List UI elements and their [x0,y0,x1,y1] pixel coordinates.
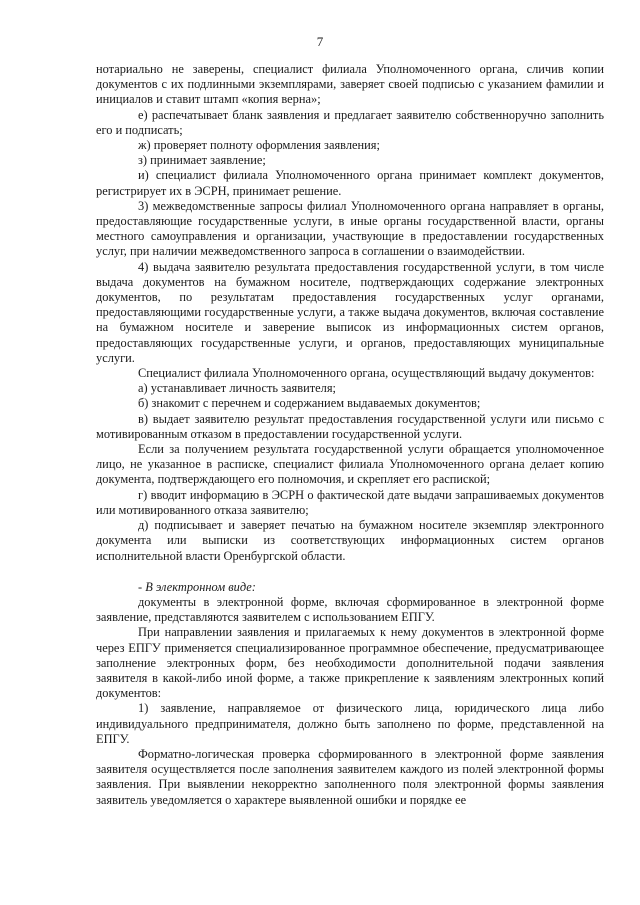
paragraph: д) подписывает и заверяет печатью на бумажном носителе экземпляр электронного документа или выписки из соответствующих информационных систем органов исполнительной власти Оренбургской области. [96,518,604,563]
paragraph: документы в электронной форме, включая сформированное в электронной форме заявление, представляются заявителем с использованием ЕПГУ. [96,594,604,625]
paragraph: в) выдает заявителю результат предоставления государственной услуги или письмо с мотивированным отказом в предоставлении государственной услуги. [96,411,604,441]
paragraph: 4) выдача заявителю результата предоставления государственной услуги, в том числе выдача документов на бумажном носителе, подтверждающих содержание электронных документов, по результатам предоставления государственных услуг органами, предоставляющими государственные услуги, а также выдача документов, включая составление на бумажном носителе и заверение выписок из информационных систем органов, предоставляющих государственные услуги, и органов, предоставляющих муниципальные услуги. [96,259,604,365]
paragraph: Форматно-логическая проверка сформированного в электронной форме заявления заявителя осуществляется после заполнения заявителем каждого из полей электронной формы заявления. При выявлении некорректно заполненного поля электронной формы заявления заявитель уведомляется о характере выявленной ошибки и порядке ее [96,746,604,807]
paragraph: а) устанавливает личность заявителя; [138,381,336,396]
paragraph: и) специалист филиала Уполномоченного органа принимает комплект документов, регистрирует их в ЭСРН, принимает решение. [96,168,604,198]
paragraph: 3) межведомственные запросы филиал Уполномоченного органа направляет в органы, предоставляющие государственные услуги, в иные органы государственной власти, органы местного самоуправления и организации, участвующие в предоставлении государственных услуг, при наличии межведомственного запроса в соглашении о взаимодействии. [96,198,604,259]
paragraph: б) знакомит с перечнем и содержанием выдаваемых документов; [138,396,481,411]
body-text [96,62,604,808]
section-heading: - В электронном виде: [138,579,256,594]
paragraph: нотариально не заверены, специалист филиала Уполномоченного органа, сличив копии документов с их подлинными экземплярами, заверяет своей подписью с указанием фамилии и инициалов и ставит штамп «копия верна»; [96,62,604,107]
paragraph: Специалист филиала Уполномоченного органа, осуществляющий выдачу документов: [138,366,595,381]
paragraph: е) распечатывает бланк заявления и предлагает заявителю собственноручно заполнить его и подписать; [96,107,604,137]
paragraph: г) вводит информацию в ЭСРН о фактической дате выдачи запрашиваемых документов или мотивированного отказа заявителю; [96,487,604,517]
paragraph: 1) заявление, направляемое от физического лица, юридического лица либо индивидуального предпринимателя, должно быть заполнено по форме, представленной на ЕПГУ. [96,701,604,746]
page-number: 7 [316,34,324,49]
paragraph: Если за получением результата государственной услуги обращается уполномоченное лицо, не указанное в расписке, специалист филиала Уполномоченного органа делает копию документа, подтверждающего его полномочия, и скрепляет его распиской; [96,442,604,487]
paragraph: При направлении заявления и прилагаемых к нему документов в электронной форме через ЕПГУ применяется специализированное программное обеспечение, предусматривающее заполнение электронных форм, без необходимости дополнительной подачи заявления заявителя в какой-либо иной форме, а также прикрепление к заявлениям электронных копий документов: [96,625,604,701]
paragraph: з) принимает заявление; [138,153,266,168]
paragraph: ж) проверяет полноту оформления заявления; [138,138,380,153]
